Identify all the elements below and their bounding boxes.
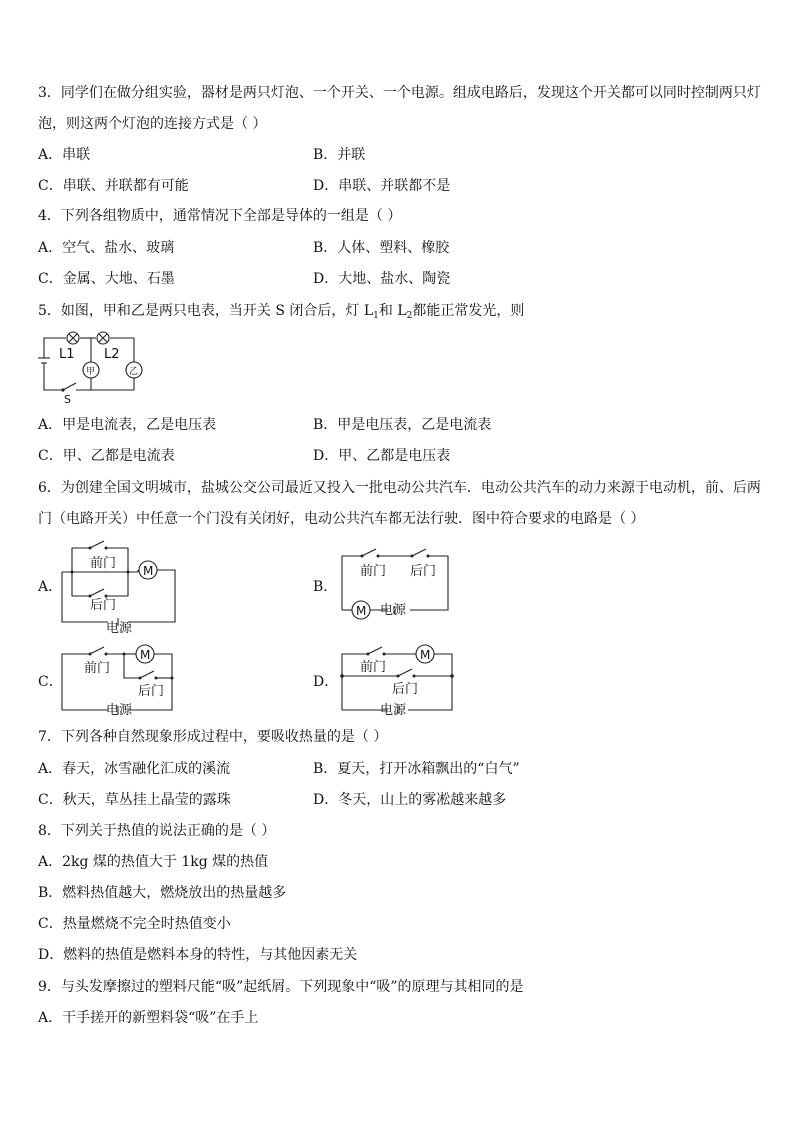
q5-l1-label: L1 bbox=[59, 347, 75, 362]
q6d-back-label: 后门 bbox=[392, 682, 419, 697]
q6a-power-label: 电源 bbox=[106, 621, 133, 636]
q7-option-d: D．冬天，山上的雾凇越来越多 bbox=[313, 792, 507, 808]
q6c-power-label: 电源 bbox=[106, 703, 133, 718]
q6-circuit-a bbox=[60, 540, 190, 635]
q4-option-c: C．金属、大地、石墨 bbox=[38, 271, 175, 287]
q4-option-d: D．大地、盐水、陶瓷 bbox=[313, 271, 451, 287]
q8-option-b: B．燃料热值越大，燃烧放出的热量越多 bbox=[38, 885, 287, 901]
q3-option-d: D．串联、并联都不是 bbox=[313, 178, 451, 194]
q5-stem: 5．如图，甲和乙是两只电表，当开关 S 闭合后，灯 $L_1$和 $L_2$都能正常发光，则 bbox=[38, 303, 525, 321]
q5-option-b: B．甲是电压表，乙是电流表 bbox=[313, 417, 492, 433]
q6-stem-line1: 6．为创建全国文明城市，盐城公交公司最近又投入一批电动公共汽车．电动公共汽车的动力来源于电动机，前、后两 bbox=[38, 480, 761, 496]
q8-stem: 8．下列关于热值的说法正确的是（ ） bbox=[38, 823, 276, 839]
q3-stem-line2: 泡，则这两个灯泡的连接方式是（ ） bbox=[38, 116, 267, 132]
q6a-motor-label: M bbox=[143, 564, 154, 578]
q5-meter-yi-label: 乙 bbox=[129, 367, 139, 377]
q4-stem: 4．下列各组物质中，通常情况下全部是导体的一组是（ ） bbox=[38, 208, 402, 224]
q6b-front-label: 前门 bbox=[360, 564, 387, 579]
q5-l2-label: L2 bbox=[104, 347, 120, 362]
q5-switch-label: S bbox=[64, 393, 71, 406]
q3-option-a: A．串联 bbox=[38, 147, 91, 163]
q6-circuit-d bbox=[340, 640, 465, 720]
q8-option-d: D．燃料的热值是燃料本身的特性，与其他因素无关 bbox=[38, 947, 358, 963]
q8-option-c: C．热量燃烧不完全时热值变小 bbox=[38, 916, 231, 932]
q8-option-a: A．2kg 煤的热值大于 1kg 煤的热值 bbox=[38, 854, 269, 870]
q7-stem: 7．下列各种自然现象形成过程中，要吸收热量的是（ ） bbox=[38, 729, 388, 745]
q6-circuit-b bbox=[340, 540, 465, 620]
q3-option-c: C．串联、并联都有可能 bbox=[38, 178, 189, 194]
q7-option-c: C．秋天，草丛挂上晶莹的露珠 bbox=[38, 792, 231, 808]
q6b-power-label: 电源 bbox=[380, 603, 407, 618]
q3-stem-line1: 3．同学们在做分组实验，器材是两只灯泡、一个开关、一个电源。组成电路后，发现这个开关都可以同时控制两只灯 bbox=[38, 85, 761, 101]
q5-circuit-figure bbox=[36, 328, 146, 406]
q6-option-d-label: D． bbox=[313, 674, 339, 690]
q9-stem: 9．与头发摩擦过的塑料尺能“吸”起纸屑。下列现象中“吸”的原理与其相同的是 bbox=[38, 979, 524, 995]
q6-stem-line2: 门（电路开关）中任意一个门没有关闭好，电动公共汽车都无法行驶．图中符合要求的电路是（ ） bbox=[38, 511, 645, 527]
q3-option-b: B．并联 bbox=[313, 147, 366, 163]
q4-option-b: B．人体、塑料、橡胶 bbox=[313, 240, 450, 256]
q9-option-a: A．干手搓开的新塑料袋“吸”在手上 bbox=[38, 1010, 259, 1026]
q6a-back-label: 后门 bbox=[90, 598, 117, 613]
q6d-power-label: 电源 bbox=[380, 703, 407, 718]
q6b-back-label: 后门 bbox=[410, 564, 437, 579]
q6-option-b-label: B． bbox=[313, 579, 338, 595]
q6c-front-label: 前门 bbox=[84, 661, 111, 676]
q6a-front-label: 前门 bbox=[90, 556, 117, 571]
q6d-front-label: 前门 bbox=[360, 660, 387, 675]
q5-meter-jia-label: 甲 bbox=[86, 367, 96, 377]
q4-option-a: A．空气、盐水、玻璃 bbox=[38, 240, 175, 256]
q5-option-d: D．甲、乙都是电压表 bbox=[313, 448, 451, 464]
q6-circuit-c bbox=[60, 640, 185, 720]
q7-option-b: B．夏天，打开冰箱飘出的“白气” bbox=[313, 761, 520, 777]
q6d-motor-label: M bbox=[420, 648, 431, 662]
q5-option-c: C．甲、乙都是电流表 bbox=[38, 448, 175, 464]
q6-option-a-label: A． bbox=[38, 579, 63, 595]
q6c-back-label: 后门 bbox=[138, 684, 165, 699]
q5-option-a: A．甲是电流表，乙是电压表 bbox=[38, 417, 217, 433]
q6-option-c-label: C． bbox=[38, 674, 63, 690]
q6c-motor-label: M bbox=[140, 648, 151, 662]
q7-option-a: A．春天，冰雪融化汇成的溪流 bbox=[38, 761, 231, 777]
q6b-motor-label: M bbox=[356, 604, 367, 618]
